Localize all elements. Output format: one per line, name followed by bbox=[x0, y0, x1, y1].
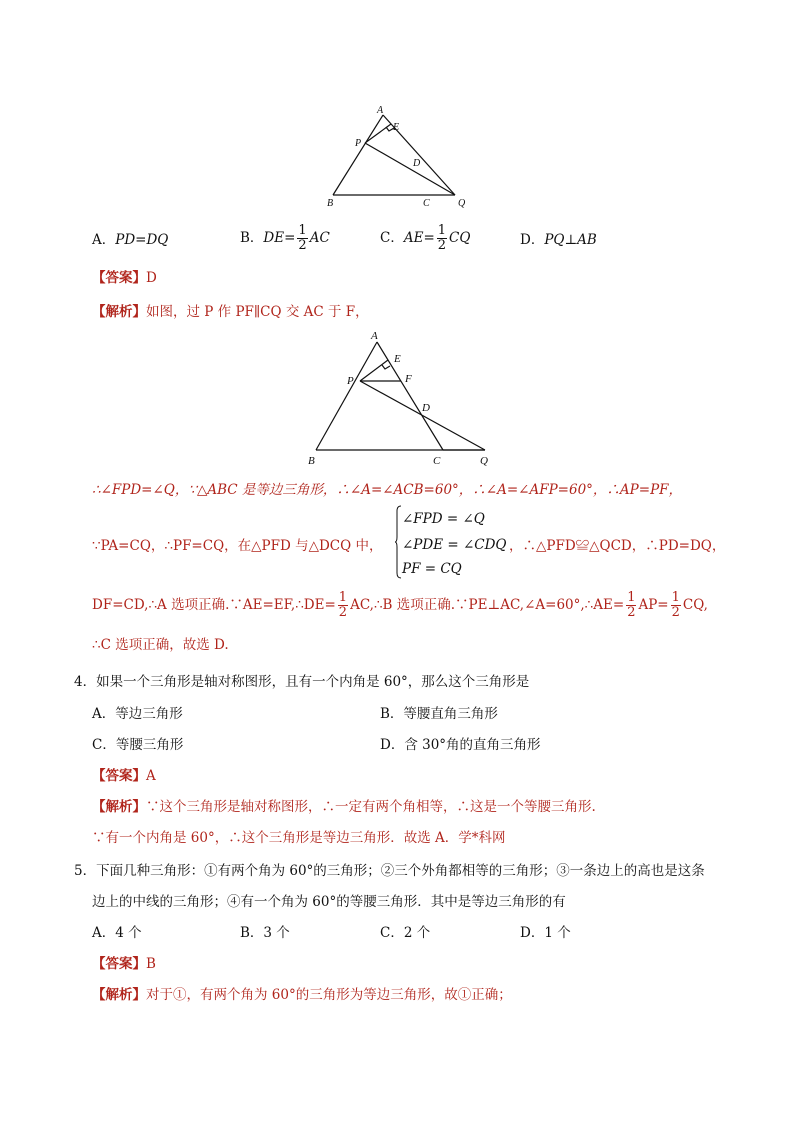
q4-option-c: C．等腰三角形 bbox=[92, 737, 184, 753]
q5-stem-line1: 5．下面几种三角形：①有两个角为 60°的三角形；②三个外角都相等的三角形；③一条边上的高也是这条 bbox=[74, 863, 705, 879]
fig2-label-a: A bbox=[371, 330, 378, 342]
fig2-label-c: C bbox=[433, 455, 441, 467]
triangle-figure-2 bbox=[300, 328, 500, 470]
q4-answer: 【答案】A bbox=[92, 768, 156, 784]
q3-analysis-line0: 【解析】如图，过 P 作 PF∥CQ 交 AC 于 F， bbox=[92, 304, 369, 320]
fig2-label-e: E bbox=[394, 353, 401, 365]
fig1-label-p: P bbox=[355, 138, 362, 149]
fig2-label-b: B bbox=[308, 455, 315, 467]
q5-answer: 【答案】B bbox=[92, 956, 156, 972]
fig2-label-q: Q bbox=[480, 455, 488, 467]
q5-option-b: B．3 个 bbox=[240, 925, 290, 941]
system-eq-1: ∠FPD = ∠Q bbox=[402, 511, 485, 527]
system-eq-3: PF = CQ bbox=[402, 561, 462, 577]
q5-option-d: D．1 个 bbox=[520, 925, 571, 941]
q3-analysis-line2-pre: ∵PA=CQ，∴PF=CQ，在△PFD 与△DCQ 中， bbox=[92, 538, 383, 554]
q3-option-a: A．PD=DQ bbox=[92, 232, 169, 248]
q5-option-a: A．4 个 bbox=[92, 925, 142, 941]
fig1-label-d: D bbox=[413, 158, 421, 169]
equation-brace bbox=[395, 505, 401, 579]
q4-option-a: A．等边三角形 bbox=[92, 706, 183, 722]
triangle-figure-1 bbox=[320, 100, 480, 212]
q4-stem: 4．如果一个三角形是轴对称图形，且有一个内角是 60°，那么这个三角形是 bbox=[74, 674, 530, 690]
q3-option-c: C．AE= $\frac{1}{2}$ CQ bbox=[380, 223, 471, 253]
q3-option-d: D．PQ⊥AB bbox=[520, 232, 597, 248]
fig1-label-b: B bbox=[327, 198, 334, 209]
q5-stem-line2: 边上的中线的三角形；④有一个角为 60°的等腰三角形．其中是等边三角形的有 bbox=[92, 894, 566, 910]
q4-option-d: D．含 30°角的直角三角形 bbox=[380, 737, 541, 753]
q3-answer: 【答案】D bbox=[92, 270, 157, 286]
q4-option-b: B．等腰直角三角形 bbox=[380, 706, 498, 722]
fig1-label-a: A bbox=[377, 105, 384, 116]
system-eq-2: ∠PDE = ∠CDQ bbox=[402, 537, 507, 553]
fig1-label-e: E bbox=[393, 122, 400, 133]
q3-analysis-line1: ∴∠FPD=∠Q，∵△ABC 是等边三角形，∴∠A=∠ACB=60°，∴∠A=∠AFP=60°，∴AP=PF， bbox=[92, 482, 683, 498]
q5-option-c: C．2 个 bbox=[380, 925, 431, 941]
q5-analysis-line1: 【解析】对于①，有两个角为 60°的三角形为等边三角形，故①正确； bbox=[92, 987, 512, 1003]
q3-analysis-line4: ∴C 选项正确，故选 D. bbox=[92, 637, 229, 653]
fig1-label-c: C bbox=[423, 198, 430, 209]
q3-analysis-line2-post: ，∴△PFD≌△QCD，∴PD=DQ， bbox=[509, 538, 726, 554]
fig1-label-q: Q bbox=[458, 198, 466, 209]
fig2-label-d: D bbox=[422, 402, 430, 414]
fig2-label-p: P bbox=[347, 375, 354, 387]
fig2-label-f: F bbox=[405, 373, 412, 385]
q4-analysis-line2: ∵有一个内角是 60°，∴这个三角形是等边三角形．故选 A．学*科网 bbox=[92, 830, 506, 846]
q3-analysis-line3: DF=CD,∴A 选项正确.∵AE=EF,∴DE= $\frac{1}{2}$ AC,∴B 选项正确.∵PE⊥AC,∠A=60°,∴AE= $\frac{1}{2}$ AP= $\frac{1}{2}$ CQ, bbox=[92, 590, 708, 620]
q3-option-b: B．DE= $\frac{1}{2}$ AC bbox=[240, 223, 330, 253]
q4-analysis-line1: 【解析】∵这个三角形是轴对称图形，∴一定有两个角相等，∴这是一个等腰三角形. bbox=[92, 799, 596, 815]
